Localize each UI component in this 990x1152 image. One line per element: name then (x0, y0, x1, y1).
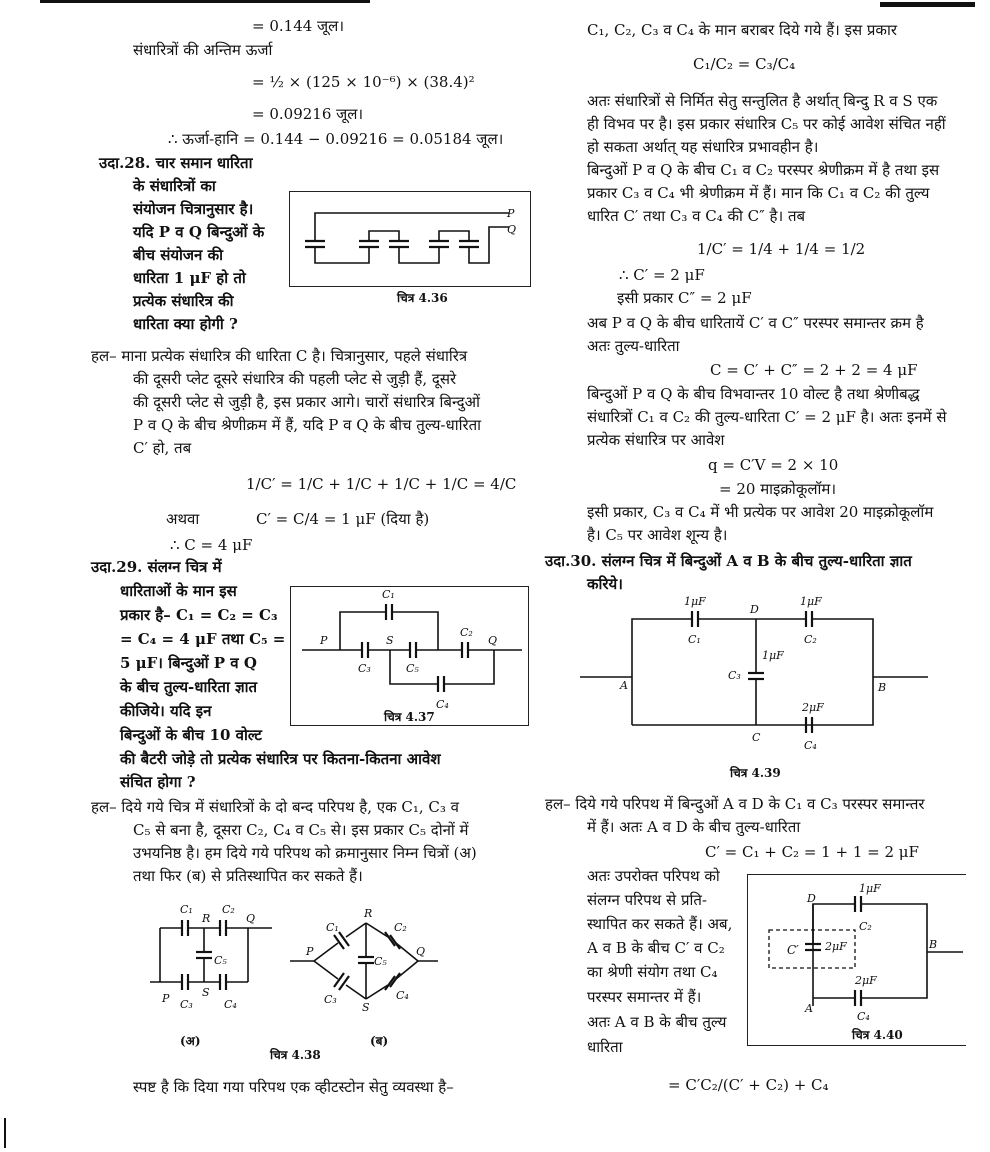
solution-30b-line: संलग्न परिपथ से प्रति- (587, 891, 707, 909)
label-C4: C₄ (804, 739, 817, 752)
label-C3: C₃ (180, 998, 193, 1011)
label-R: R (364, 907, 373, 920)
label-C3: C₃ (728, 669, 741, 682)
figure-4-36 (289, 191, 529, 301)
figure-4-38a-label: (अ) (180, 1034, 201, 1048)
energy-equation: = ½ × (125 × 10⁻⁶) × (38.4)² (252, 73, 475, 91)
example-30-line: करिये। (587, 575, 623, 593)
charge-text: बिन्दुओं P व Q के बीच विभवान्तर 10 वोल्ट है तथा श्रेणीबद्ध (587, 385, 920, 403)
example-29-line: उदा.29. संलग्न चित्र में (91, 558, 222, 576)
solution-28-line: P व Q के बीच श्रेणीक्रम में हैं, यदि P व Q के बीच तुल्य-धारिता (133, 416, 482, 434)
example-28-line: के संधारित्रों का (133, 177, 216, 195)
example-29-line: के बीच तुल्य-धारिता ज्ञात (120, 678, 258, 696)
label-D: D (750, 603, 759, 616)
bridge-text: बिन्दुओं P व Q के बीच C₁ व C₂ परस्पर श्रेणीक्रम में है तथा इस (587, 161, 940, 179)
equation-charge-result: = 20 माइक्रोकूलॉम। (719, 480, 837, 498)
solution-29-line: तथा फिर (ब) से प्रतिस्थापित कर सकते हैं। (133, 867, 363, 885)
example-28-line: बीच संयोजन की (133, 246, 224, 264)
label-R: R (202, 912, 211, 925)
label-P: P (320, 634, 328, 647)
energy-loss: ∴ ऊर्जा-हानि = 0.144 − 0.09216 = 0.05184 जूल। (168, 130, 504, 148)
label-C: C (752, 731, 761, 744)
bridge-text: अतः संधारित्रों से निर्मित सेतु सन्तुलित है अर्थात् बिन्दु R व S एक (587, 92, 938, 110)
label-P: P (306, 945, 314, 958)
equation-cdoubleprime: इसी प्रकार C″ = 2 μF (617, 289, 752, 307)
label-1uF: 1μF (859, 882, 881, 895)
figure-4-40-caption: चित्र 4.40 (852, 1028, 903, 1042)
label-C3: C₃ (358, 662, 371, 675)
solution-30b-line: का श्रेणी संयोग तथा C₄ (587, 963, 718, 981)
example-30-line: उदा.30. संलग्न चित्र में बिन्दुओं A व B के बीच तुल्य-धारिता ज्ञात (545, 552, 912, 570)
example-29-line: की बैटरी जोड़े तो प्रत्येक संधारित्र पर कितना-कितना आवेश (120, 750, 441, 768)
solution-30b-line: स्थापित कर सकते हैं। अब, (587, 915, 733, 933)
equation-28c: ∴ C = 4 μF (170, 536, 253, 554)
solution-29-line: C₅ से बना है, दूसरा C₂, C₄ व C₅ से। इस प्रकार C₅ दोनों में (133, 821, 469, 839)
figure-4-38-caption: चित्र 4.38 (270, 1048, 321, 1062)
bridge-text: हो सकता अर्थात् यह संधारित्र प्रभावहीन है। (587, 138, 819, 156)
energy-result: = 0.09216 जूल। (252, 105, 364, 123)
equation-28b-label: अथवा (166, 510, 200, 528)
ratio-equation: C₁/C₂ = C₃/C₄ (693, 55, 796, 73)
example-28-line: धारिता 1 μF हो तो (133, 269, 246, 287)
label-C4: C₄ (224, 998, 237, 1011)
equation-charge: q = C′V = 2 × 10 (708, 456, 839, 474)
label-C2: C₂ (804, 633, 817, 646)
label-2uF: 2μF (802, 701, 824, 714)
label-B: B (878, 681, 887, 694)
charge-text-2: इसी प्रकार, C₃ व C₄ में भी प्रत्येक पर आवेश 20 माइक्रोकूलॉम (587, 503, 934, 521)
label-A: A (620, 679, 628, 692)
equation-28a: 1/C′ = 1/C + 1/C + 1/C + 1/C = 4/C (246, 475, 517, 493)
label-S: S (202, 986, 210, 999)
equation-series: 1/C′ = 1/4 + 1/4 = 1/2 (697, 240, 866, 258)
label-C1: C₁ (180, 903, 193, 916)
figure-4-39-caption: चित्र 4.39 (730, 766, 781, 780)
label-C5: C₅ (214, 954, 227, 967)
label-1uF-c3: 1μF (762, 649, 784, 662)
label-2uF-cprime: 2μF (825, 940, 847, 953)
solution-30-line: हल– दिये गये परिपथ में बिन्दुओं A व D के C₁ व C₃ परस्पर समान्तर (545, 795, 925, 813)
solution-28-line: की दूसरी प्लेट से जुड़ी है, इस प्रकार आगे। चारों संधारित्र बिन्दुओं (133, 393, 480, 411)
solution-28-line: की दूसरी प्लेट दूसरे संधारित्र की पहली प्लेट से जुड़ी हैं, दूसरे (133, 370, 457, 388)
figure-4-38a (150, 900, 280, 1020)
charge-text: प्रत्येक संधारित्र पर आवेश (587, 431, 725, 449)
solution-30b-line: परस्पर समान्तर में हैं। (587, 988, 702, 1006)
label-C4: C₄ (857, 1010, 870, 1023)
figure-4-38b (290, 905, 440, 1015)
parallel-text: अब P व Q के बीच धारितायें C′ व C″ परस्पर समान्तर क्रम है (587, 314, 924, 332)
label-C2: C₂ (460, 626, 473, 639)
scan-mark (4, 1118, 6, 1148)
solution-29-line: हल– दिये गये चित्र में संधारित्रों के दो बन्द परिपथ है, एक C₁, C₃ व (91, 798, 459, 816)
example-29-line: धारिताओं के मान इस (120, 582, 237, 600)
label-C3: C₃ (324, 993, 337, 1006)
example-29-line: कीजिये। यदि इन (120, 702, 212, 720)
equation-28b: C′ = C/4 = 1 μF (दिया है) (256, 510, 430, 528)
example-29-line: = C₄ = 4 μF तथा C₅ = (120, 630, 286, 648)
energy-line: = 0.144 जूल। (252, 17, 345, 35)
example-29-line: बिन्दुओं के बीच 10 वोल्ट (120, 726, 262, 744)
label-C1: C₁ (688, 633, 701, 646)
label-1uF-c1: 1μF (684, 595, 706, 608)
example-28-line: यदि P व Q बिन्दुओं के (133, 223, 265, 241)
label-2uF-c4: 2μF (855, 974, 877, 987)
final-energy-heading: संधारित्रों की अन्तिम ऊर्जा (133, 41, 273, 59)
label-P: P (507, 207, 515, 220)
label-C5: C₅ (374, 955, 387, 968)
final-equation: = C′C₂/(C′ + C₂) + C₄ (668, 1076, 829, 1094)
figure-4-38b-label: (ब) (370, 1034, 389, 1048)
solution-29-line: उभयनिष्ठ है। हम दिये गये परिपथ को क्रमानुसार निम्न चित्रों (अ) (133, 844, 477, 862)
solution-28-line: C′ हो, तब (133, 439, 192, 457)
label-B: B (929, 938, 938, 951)
charge-text-2: है। C₅ पर आवेश शून्य है। (587, 526, 728, 544)
figure-4-36-caption: चित्र 4.36 (397, 291, 448, 305)
label-Q: Q (488, 634, 498, 647)
figure-4-37 (290, 586, 527, 726)
label-Cprime: C′ (787, 943, 799, 957)
solution-30b-line: अतः A व B के बीच तुल्य (587, 1013, 727, 1031)
label-1uF-c2: 1μF (800, 595, 822, 608)
scan-mark (880, 2, 975, 7)
label-Q: Q (246, 912, 256, 925)
example-29-line: 5 μF। बिन्दुओं P व Q (120, 654, 257, 672)
label-C4: C₄ (396, 989, 409, 1002)
bridge-text: ही विभव पर है। इस प्रकार संधारित्र C₅ पर कोई आवेश संचित नहीं (587, 115, 946, 133)
example-29-line: प्रकार है– C₁ = C₂ = C₃ (120, 606, 278, 624)
equation-30: C′ = C₁ + C₂ = 1 + 1 = 2 μF (705, 843, 919, 861)
solution-30b-line: A व B के बीच C′ व C₂ (587, 939, 725, 957)
example-28-line: धारिता क्या होगी ? (133, 315, 238, 333)
wheatstone-line: स्पष्ट है कि दिया गया परिपथ एक व्हीटस्टोन सेतु व्यवस्था है– (133, 1078, 454, 1096)
label-C1: C₁ (326, 921, 339, 934)
equation-cprime: ∴ C′ = 2 μF (619, 266, 705, 284)
figure-4-40 (747, 874, 967, 1044)
equation-total: C = C′ + C″ = 2 + 2 = 4 μF (710, 361, 918, 379)
label-C4: C₄ (436, 698, 449, 711)
values-line: C₁, C₂, C₃ व C₄ के मान बराबर दिये गये हैं। इस प्रकार (587, 21, 897, 39)
label-C2: C₂ (394, 921, 407, 934)
label-Q: Q (416, 945, 426, 958)
label-P: P (162, 992, 170, 1005)
figure-4-39 (580, 595, 970, 760)
label-Q: Q (507, 223, 517, 236)
bridge-text: धारित C′ तथा C₃ व C₄ की C″ है। तब (587, 207, 806, 225)
label-C2: C₂ (222, 903, 235, 916)
scan-mark (40, 0, 370, 3)
example-29-line: संचित होगा ? (120, 773, 196, 791)
parallel-text: अतः तुल्य-धारिता (587, 337, 680, 355)
label-C2: C₂ (859, 920, 872, 933)
label-C1: C₁ (382, 588, 395, 601)
bridge-text: प्रकार C₃ व C₄ भी श्रेणीक्रम में हैं। मान कि C₁ व C₂ की तुल्य (587, 184, 930, 202)
example-28-line: प्रत्येक संधारित्र की (133, 292, 234, 310)
figure-4-37-caption: चित्र 4.37 (384, 710, 435, 724)
label-A: A (805, 1002, 813, 1015)
example-28-line: उदा.28. चार समान धारिता (99, 154, 253, 172)
label-S: S (362, 1001, 370, 1014)
solution-30b-line: धारिता (587, 1038, 623, 1056)
solution-28-line: हल– माना प्रत्येक संधारित्र की धारिता C है। चित्रानुसार, पहले संधारित्र (91, 347, 468, 365)
solution-30b-line: अतः उपरोक्त परिपथ को (587, 867, 720, 885)
label-S: S (386, 634, 394, 647)
example-28-line: संयोजन चित्रानुसार है। (133, 200, 254, 218)
label-D: D (807, 892, 816, 905)
charge-text: संधारित्रों C₁ व C₂ की तुल्य-धारिता C′ = 2 μF है। अतः इनमें से (587, 408, 947, 426)
label-C5: C₅ (406, 662, 419, 675)
solution-30-line: में हैं। अतः A व D के बीच तुल्य-धारिता (587, 818, 801, 836)
